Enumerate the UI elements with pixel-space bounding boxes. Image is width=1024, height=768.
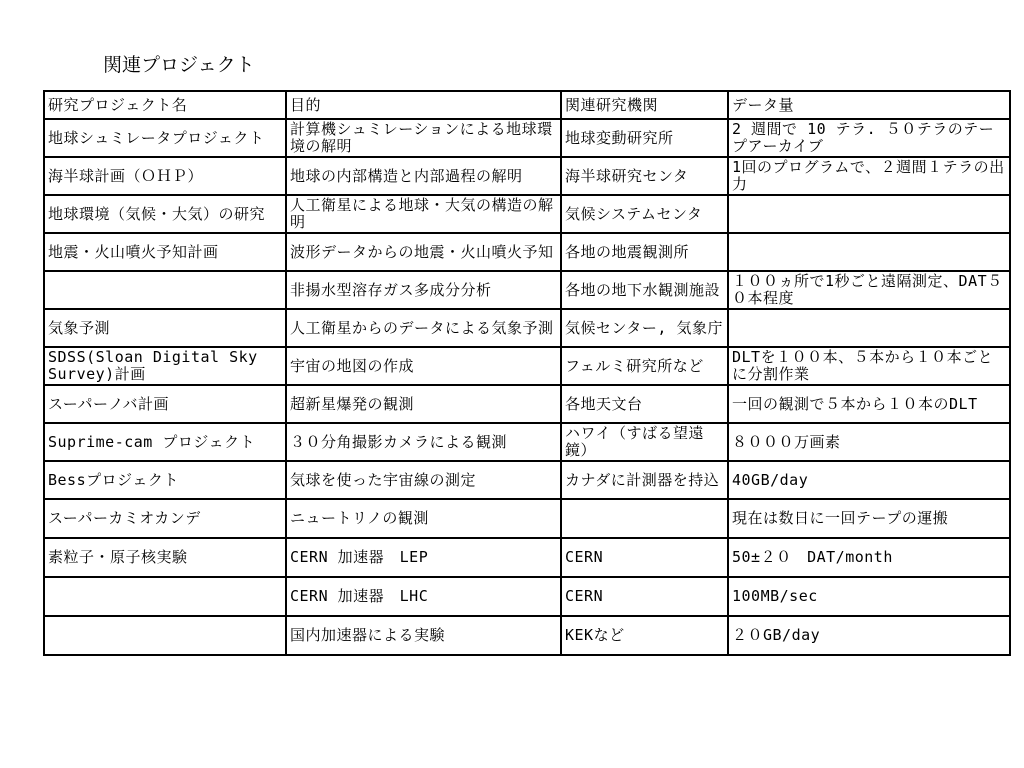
- cell-institution: 各地の地下水観測施設: [561, 271, 728, 309]
- projects-table: [43, 90, 1011, 656]
- cell-purpose: 気球を使った宇宙線の測定: [286, 461, 561, 499]
- table-row: [44, 309, 1010, 347]
- table-row: [44, 538, 1010, 577]
- cell-project-name: 地震・火山噴火予知計画: [44, 233, 286, 271]
- cell-data-volume: １００ヵ所で1秒ごと遠隔測定、DAT５０本程度: [728, 271, 1010, 309]
- header-purpose: 目的: [286, 91, 561, 119]
- cell-purpose: ３０分角撮影カメラによる観測: [286, 423, 561, 461]
- cell-purpose: ニュートリノの観測: [286, 499, 561, 538]
- cell-data-volume: 2 週間で 10 テラ. ５０テラのテープアーカイブ: [728, 119, 1010, 157]
- cell-project-name: [44, 577, 286, 616]
- cell-project-name: 地球シュミレータプロジェクト: [44, 119, 286, 157]
- cell-purpose: 非揚水型溶存ガス多成分分析: [286, 271, 561, 309]
- table-row: [44, 271, 1010, 309]
- table-row: [44, 119, 1010, 157]
- cell-institution: CERN: [561, 538, 728, 577]
- cell-institution: 各地の地震観測所: [561, 233, 728, 271]
- cell-institution: フェルミ研究所など: [561, 347, 728, 385]
- cell-project-name: 気象予測: [44, 309, 286, 347]
- table-row: [44, 385, 1010, 423]
- table-row: [44, 499, 1010, 538]
- cell-data-volume: 現在は数日に一回テープの運搬: [728, 499, 1010, 538]
- table-row: [44, 461, 1010, 499]
- cell-institution: カナダに計測器を持込: [561, 461, 728, 499]
- cell-institution: ハワイ（すばる望遠鏡）: [561, 423, 728, 461]
- cell-purpose: 国内加速器による実験: [286, 616, 561, 655]
- table-row: [44, 577, 1010, 616]
- cell-project-name: 素粒子・原子核実験: [44, 538, 286, 577]
- cell-project-name: Suprime-cam プロジェクト: [44, 423, 286, 461]
- cell-purpose: 波形データからの地震・火山噴火予知: [286, 233, 561, 271]
- header-project-name: 研究プロジェクト名: [44, 91, 286, 119]
- header-data-volume: データ量: [728, 91, 1010, 119]
- cell-data-volume: 一回の観測で５本から１０本のDLT: [728, 385, 1010, 423]
- cell-project-name: 地球環境（気候・大気）の研究: [44, 195, 286, 233]
- cell-project-name: [44, 271, 286, 309]
- cell-data-volume: ８０００万画素: [728, 423, 1010, 461]
- table-header-row: [44, 91, 1010, 119]
- cell-project-name: [44, 616, 286, 655]
- cell-institution: 気候システムセンタ: [561, 195, 728, 233]
- cell-institution: 地球変動研究所: [561, 119, 728, 157]
- cell-institution: KEKなど: [561, 616, 728, 655]
- cell-institution: 気候センター, 気象庁: [561, 309, 728, 347]
- cell-purpose: 地球の内部構造と内部過程の解明: [286, 157, 561, 195]
- table-row: [44, 195, 1010, 233]
- cell-purpose: 超新星爆発の観測: [286, 385, 561, 423]
- cell-data-volume: 40GB/day: [728, 461, 1010, 499]
- cell-institution: 各地天文台: [561, 385, 728, 423]
- table-row: [44, 347, 1010, 385]
- table-row: [44, 616, 1010, 655]
- cell-data-volume: 100MB/sec: [728, 577, 1010, 616]
- cell-purpose: CERN 加速器 LEP: [286, 538, 561, 577]
- cell-institution: 海半球研究センタ: [561, 157, 728, 195]
- cell-purpose: CERN 加速器 LHC: [286, 577, 561, 616]
- cell-project-name: SDSS(Sloan Digital Sky Survey)計画: [44, 347, 286, 385]
- table-row: [44, 233, 1010, 271]
- cell-project-name: Bessプロジェクト: [44, 461, 286, 499]
- cell-data-volume: ２０GB/day: [728, 616, 1010, 655]
- cell-purpose: 宇宙の地図の作成: [286, 347, 561, 385]
- cell-purpose: 人工衛星からのデータによる気象予測: [286, 309, 561, 347]
- cell-project-name: スーパーノバ計画: [44, 385, 286, 423]
- cell-institution: [561, 499, 728, 538]
- cell-purpose: 計算機シュミレーションによる地球環境の解明: [286, 119, 561, 157]
- header-institution: 関連研究機関: [561, 91, 728, 119]
- cell-data-volume: 1回のプログラムで、２週間１テラの出力: [728, 157, 1010, 195]
- cell-data-volume: [728, 195, 1010, 233]
- cell-project-name: スーパーカミオカンデ: [44, 499, 286, 538]
- cell-project-name: 海半球計画（ＯＨＰ）: [44, 157, 286, 195]
- cell-data-volume: DLTを１００本、５本から１０本ごとに分割作業: [728, 347, 1010, 385]
- cell-data-volume: [728, 309, 1010, 347]
- table-row: [44, 157, 1010, 195]
- cell-institution: CERN: [561, 577, 728, 616]
- cell-purpose: 人工衛星による地球・大気の構造の解明: [286, 195, 561, 233]
- table-row: [44, 423, 1010, 461]
- cell-data-volume: [728, 233, 1010, 271]
- page-title: 関連プロジェクト: [103, 54, 255, 76]
- cell-data-volume: 50±２０ DAT/month: [728, 538, 1010, 577]
